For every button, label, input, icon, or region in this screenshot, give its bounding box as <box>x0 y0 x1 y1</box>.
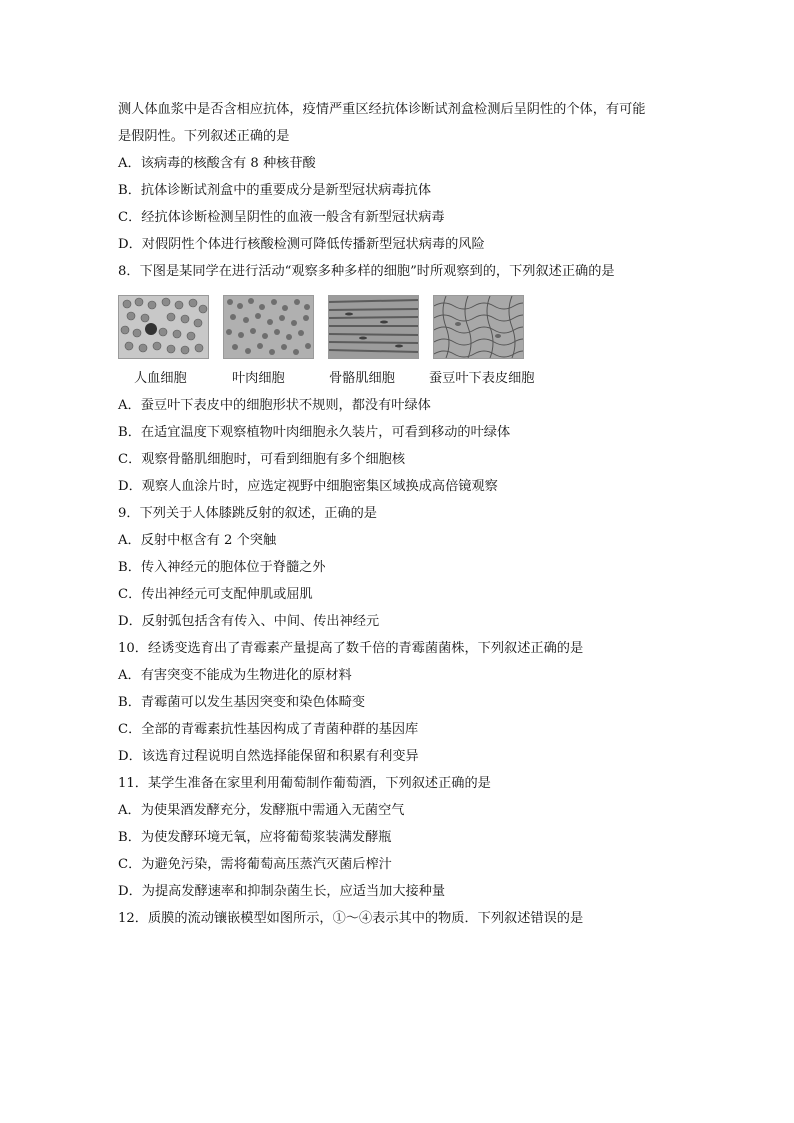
option-a: A．反射中枢含有 2 个突触 <box>118 533 277 548</box>
micrograph-skeletal-muscle-cells <box>328 295 419 359</box>
option-a: A．蚕豆叶下表皮中的细胞形状不规则，都没有叶绿体 <box>118 398 431 413</box>
option-d: D．为提高发酵速率和抑制杂菌生长，应适当加大接种量 <box>118 884 446 899</box>
option-c: C．为避免污染，需将葡萄高压蒸汽灭菌后榨汁 <box>118 857 392 872</box>
option-d: D．对假阴性个体进行核酸检测可降低传播新型冠状病毒的风险 <box>118 237 485 252</box>
option-c: C．全部的青霉素抗性基因构成了青菌种群的基因库 <box>118 722 419 737</box>
micrograph-broad-bean-epidermis <box>433 295 524 359</box>
option-a: A．该病毒的核酸含有 8 种核苷酸 <box>118 156 316 171</box>
option-a: A．有害突变不能成为生物进化的原材料 <box>118 668 352 683</box>
question-10: 10．经诱变选育出了青霉素产量提高了数千倍的青霉菌菌株，下列叙述正确的是 <box>118 641 584 656</box>
exam-page <box>118 96 678 932</box>
option-b: B．为使发酵环境无氧，应将葡萄浆装满发酵瓶 <box>118 830 392 845</box>
caption-mesophyll-cells: 叶肉细胞 <box>232 371 285 386</box>
question-12: 12．质膜的流动镶嵌模型如图所示，①～④表示其中的物质．下列叙述错误的是 <box>118 911 584 926</box>
question-9: 9．下列关于人体膝跳反射的叙述，正确的是 <box>118 506 377 521</box>
question-8: 8．下图是某同学在进行活动“观察多种多样的细胞”时所观察到的，下列叙述正确的是 <box>118 264 615 279</box>
option-b: B．抗体诊断试剂盒中的重要成分是新型冠状病毒抗体 <box>118 183 432 198</box>
micrograph-mesophyll-cells <box>223 295 314 359</box>
caption-broad-bean-epidermis: 蚕豆叶下表皮细胞 <box>429 371 535 386</box>
text-line: 测人体血浆中是否含相应抗体，疫情严重区经抗体诊断试剂盒检测后呈阴性的个体，有可能 <box>118 102 646 117</box>
option-a: A．为使果酒发酵充分，发酵瓶中需通入无菌空气 <box>118 803 405 818</box>
option-c: C．观察骨骼肌细胞时，可看到细胞有多个细胞核 <box>118 452 406 467</box>
option-b: B．传入神经元的胞体位于脊髓之外 <box>118 560 326 575</box>
micrograph-row <box>118 295 678 359</box>
option-d: D．反射弧包括含有传入、中间、传出神经元 <box>118 614 380 629</box>
caption-skeletal-muscle-cells: 骨骼肌细胞 <box>329 371 395 386</box>
option-d: D．该选育过程说明自然选择能保留和积累有利变异 <box>118 749 419 764</box>
option-b: B．在适宜温度下观察植物叶肉细胞永久装片，可看到移动的叶绿体 <box>118 425 511 440</box>
option-b: B．青霉菌可以发生基因突变和染色体畸变 <box>118 695 366 710</box>
text-line: 是假阴性。下列叙述正确的是 <box>118 129 290 144</box>
question-11: 11．某学生准备在家里利用葡萄制作葡萄酒，下列叙述正确的是 <box>118 776 491 791</box>
micrograph-blood-cells <box>118 295 209 359</box>
caption-blood-cells: 人血细胞 <box>134 371 187 386</box>
figure-captions <box>118 365 678 392</box>
option-d: D．观察人血涂片时，应选定视野中细胞密集区域换成高倍镜观察 <box>118 479 498 494</box>
option-c: C．传出神经元可支配伸肌或屈肌 <box>118 587 313 602</box>
option-c: C．经抗体诊断检测呈阴性的血液一般含有新型冠状病毒 <box>118 210 445 225</box>
